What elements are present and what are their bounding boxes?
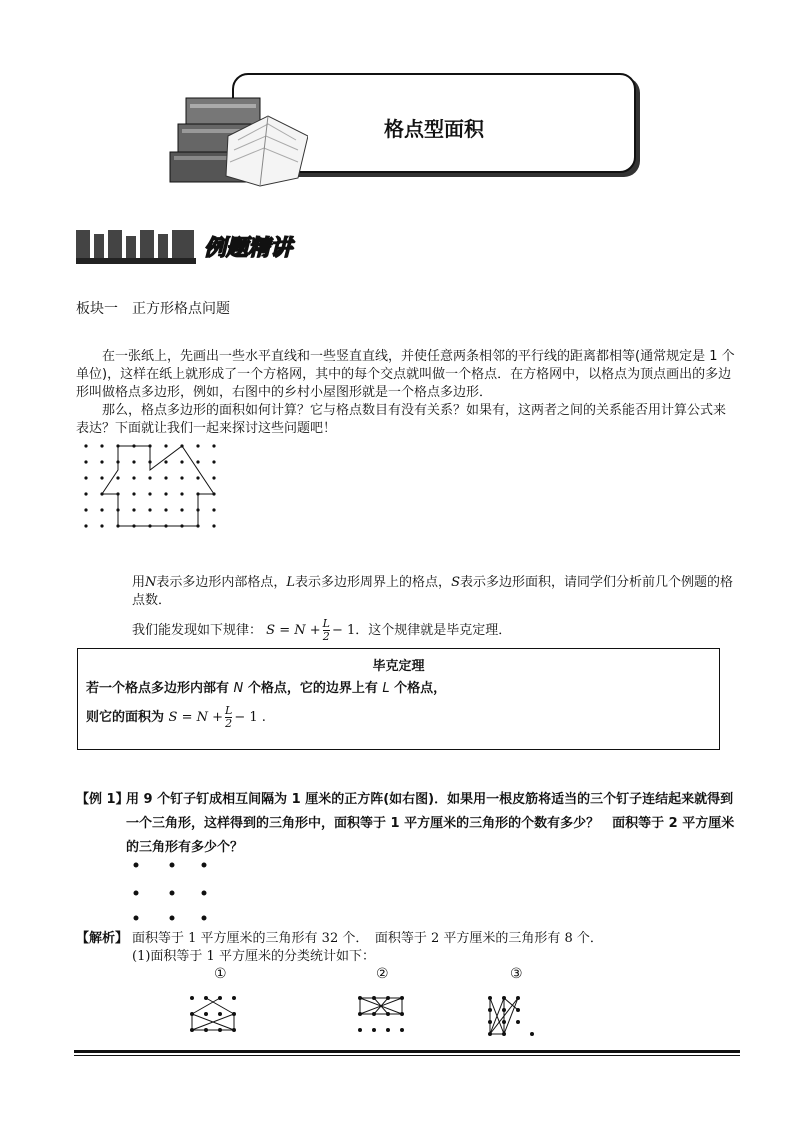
lattice-point	[212, 460, 215, 463]
section-title: 板块一 正方形格点问题	[76, 301, 230, 317]
lattice-point	[148, 508, 151, 511]
circle-label-2: ②	[376, 966, 389, 982]
lattice-point	[132, 508, 135, 511]
analysis-line-2: (1)面积等于 1 平方厘米的分类统计如下：	[132, 949, 375, 964]
theorem-line-1: 若一个格点多边形内部有 N 个格点，它的边界上有 L 个格点，	[86, 681, 447, 696]
lattice-point	[180, 492, 183, 495]
lattice-point	[100, 524, 103, 527]
nine-nail-grid	[128, 860, 218, 926]
lattice-point	[84, 524, 87, 527]
pick-fraction: $\frac{L}{2}$	[322, 617, 330, 643]
books-illustration	[168, 96, 308, 188]
intro-paragraph-2: 那么，格点多边形的面积如何计算？它与格点数目有没有关系？如果有，这两者之间的关系能否用计算公式来表达？下面就让我们一起来探讨这些问题吧！	[76, 403, 727, 436]
lattice-point	[84, 508, 87, 511]
lattice-point	[164, 492, 167, 495]
lattice-point	[212, 476, 215, 479]
lattice-point	[212, 508, 215, 511]
lattice-point	[132, 476, 135, 479]
lattice-point	[180, 508, 183, 511]
lattice-point	[164, 476, 167, 479]
lattice-point	[100, 508, 103, 511]
lattice-point	[180, 460, 183, 463]
intro-paragraph-1: 在一张纸上，先画出一些水平直线和一些竖直直线，并使任意两条相邻的平行线的距离都相等(通常规定是 1 个单位)，这样在纸上就形成了一个方格网，其中的每个交点就叫做一个格点．在方格网中，以格点为顶点画出的多边形叫做格点多边形，例如，右图中的乡村小屋图形就是一个格点多边形．	[76, 349, 735, 400]
banner-label: 例题精讲	[204, 236, 293, 261]
lattice-point	[164, 460, 167, 463]
pick-theorem-box	[77, 648, 720, 750]
lattice-point	[116, 476, 119, 479]
pick-intro-line-1: 用N表示多边形内部格点，L表示多边形周界上的格点，S表示多边形面积，请同学们分析前几个例题的格点数．	[132, 575, 733, 608]
lattice-point	[100, 460, 103, 463]
example-banner	[76, 228, 316, 266]
example-label: 【例 1】	[76, 792, 129, 807]
lattice-point	[84, 476, 87, 479]
lattice-point	[100, 476, 103, 479]
example-text: 用 9 个钉子钉成相互间隔为 1 厘米的正方阵(如右图)．如果用一根皮筋将适当的三个钉子连结起来就得到一个三角形，这样得到的三角形中，面积等于 1 平方厘米的三角形的个数有多少？ 面积等于 2 平方厘米的三角形有多少个？	[126, 792, 735, 855]
lattice-point	[84, 444, 87, 447]
circle-label-1: ①	[214, 966, 227, 982]
pick-intro-line-2: 我们能发现如下规律： S = N + $\frac{L}{2}$ − 1．这个规律就是毕克定理．	[132, 617, 512, 643]
lattice-point	[212, 444, 215, 447]
circle-label-3: ③	[510, 966, 523, 982]
lattice-point	[148, 476, 151, 479]
lattice-point	[196, 476, 199, 479]
lattice-point	[100, 444, 103, 447]
lattice-point	[84, 460, 87, 463]
triangle-diagram-2	[354, 992, 414, 1038]
page-title: 格点型面积	[384, 117, 484, 141]
analysis-label: 【解析】	[76, 931, 129, 946]
analysis-line-1: 面积等于 1 平方厘米的三角形有 32 个． 面积等于 2 平方厘米的三角形有 8 个．	[132, 931, 603, 946]
lattice-point	[148, 492, 151, 495]
triangle-diagram-3	[484, 992, 544, 1040]
lattice-point	[180, 476, 183, 479]
lattice-point	[196, 444, 199, 447]
theorem-line-2: 则它的面积为 S = N + $\frac{L}{2}$ − 1 .	[86, 704, 266, 730]
theorem-title: 毕克定理	[372, 659, 425, 674]
lattice-point	[196, 460, 199, 463]
lattice-point	[132, 460, 135, 463]
lattice-point	[164, 444, 167, 447]
house-lattice-figure	[76, 440, 232, 536]
footer-rule-thin	[74, 1055, 740, 1056]
lattice-point	[132, 492, 135, 495]
lattice-point	[164, 508, 167, 511]
lattice-point	[212, 524, 215, 527]
triangle-diagram-1	[186, 992, 246, 1038]
lattice-point	[84, 492, 87, 495]
footer-rule-thick	[74, 1050, 740, 1053]
